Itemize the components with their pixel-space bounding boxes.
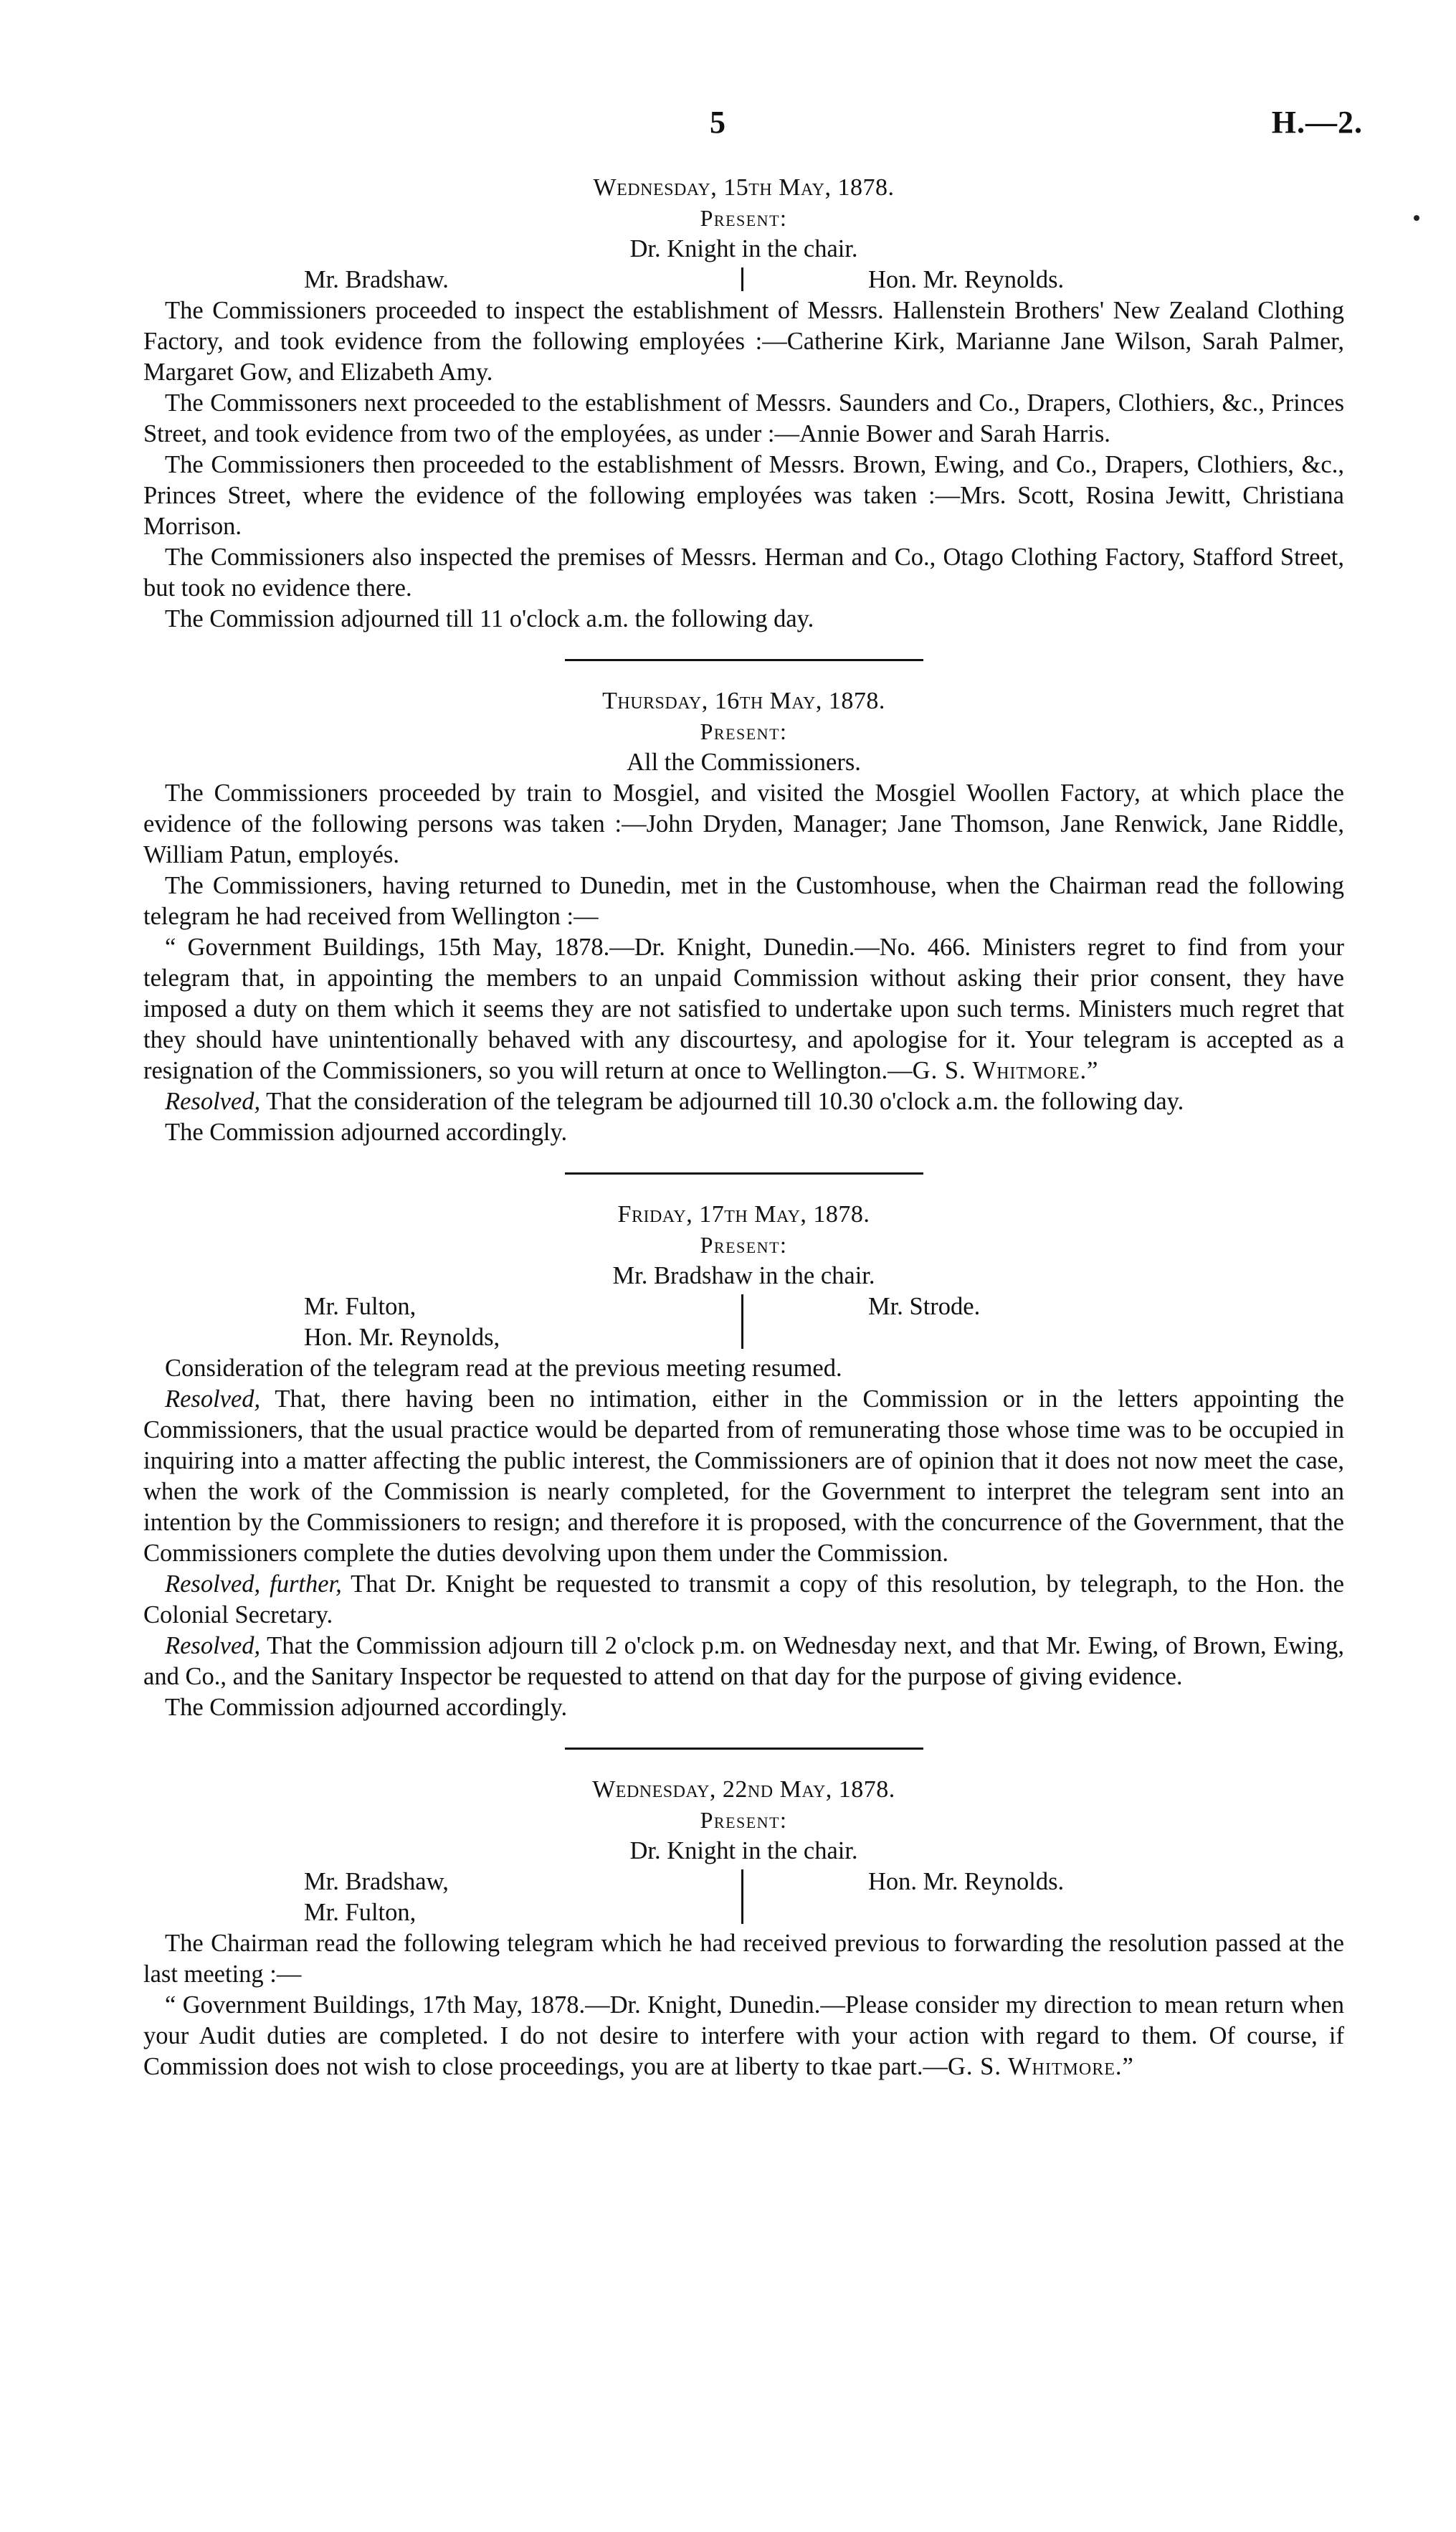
present-label: Present:	[700, 205, 788, 231]
telegram-signature: G. S. Whitmore.”	[948, 2053, 1134, 2080]
paragraph: The Commissioners also inspected the premises of Messrs. Herman and Co., Otago Clothing Factory, Stafford Street, but took no evidence there.	[143, 544, 1344, 602]
resolution-text: That the Commission adjourn till 2 o'clock p.m. on Wednesday next, and that Mr. Ewing, of Brown, Ewing, and Co., and the Sanitary Inspector be requested to attend on that day for the purpose of giving evidence.	[143, 1632, 1344, 1690]
chair-line: Dr. Knight in the chair.	[629, 1837, 858, 1864]
attendees-left	[196, 1867, 741, 1928]
meeting-date: Wednesday, 22nd May, 1878.	[592, 1776, 895, 1803]
attendee: Mr. Fulton,	[304, 1293, 417, 1320]
attendee: Hon. Mr. Reynolds,	[304, 1324, 500, 1351]
paragraph: The Commissioners proceeded by train to Mosgiel, and visited the Mosgiel Woollen Factory, at which place the evidence of the following persons was taken :—John Dryden, Manager; Jane Thomson, Jane Renwick, Jane Riddle, William Patun, employés.	[143, 779, 1344, 868]
chair-line: Dr. Knight in the chair.	[629, 235, 858, 262]
telegram-signature: G. S. Whitmore.”	[912, 1057, 1099, 1084]
meeting-wednesday-22-may	[143, 1774, 1344, 2082]
paragraph: Consideration of the telegram read at the previous meeting resumed.	[165, 1355, 842, 1382]
attendees	[143, 265, 1344, 295]
resolution-text: That, there having been no intimation, either in the Commission or in the letters appointing the Commissioners, that the usual practice would be departed from of remunerating those whose time was to be occupied in inquiring into a matter affecting the public interest, the Commissioners are of opinion that it does not now meet the case, when the work of the Commission is nearly completed, for the Government to interpret the telegram sent into an intention by the Commissioners to resign; and therefore it is proposed, with the concurrence of the Government, that the Commissioners complete the duties devolving upon them under the Commission.	[143, 1385, 1344, 1567]
resolved-label: Resolved,	[165, 1088, 261, 1115]
attendees-divider	[741, 1294, 746, 1349]
resolved-further-label: Resolved, further,	[165, 1570, 342, 1598]
attendees	[143, 1867, 1344, 1928]
resolved-label: Resolved,	[165, 1632, 261, 1659]
section-divider	[565, 659, 923, 661]
present-label: Present:	[700, 1232, 788, 1258]
paragraph: The Commissioners proceeded to inspect the establishment of Messrs. Hallenstein Brothers' New Zealand Clothing Factory, and took evidence from the following employées :—Catherine Kirk, Marianne Jane Wilson, Sarah Palmer, Margaret Gow, and Elizabeth Amy.	[143, 297, 1344, 386]
attendees	[143, 1291, 1344, 1353]
attendees-right	[746, 1867, 1291, 1928]
paragraph: The Commissioners then proceeded to the establishment of Messrs. Brown, Ewing, and Co., Drapers, Clothiers, &c., Princes Street, where the evidence of the following employées was taken :—Mrs. Scott, Rosina Jewitt, Christiana Morrison.	[143, 451, 1344, 540]
resolution	[143, 1569, 1344, 1631]
section-divider	[565, 1748, 923, 1750]
attendees-left	[196, 265, 741, 295]
resolution	[143, 1631, 1344, 1692]
meeting-date: Friday, 17th May, 1878.	[617, 1201, 870, 1228]
paragraph: The Commission adjourned accordingly.	[165, 1694, 568, 1721]
telegram-body: “ Government Buildings, 15th May, 1878.—Dr. Knight, Dunedin.—No. 466. Ministers regret to find from your telegram that, in appointing the members to an unpaid Commission without asking their prior consent, they have imposed a duty on them which it seems they are not satisfied to undertake upon such terms. Ministers much regret that they should have unintentionally behaved with any discourtesy, and apologise for it. Your telegram is accepted as a resignation of the Commissioners, so you will return at once to Wellington.—	[143, 934, 1344, 1084]
attendee: Hon. Mr. Reynolds.	[868, 266, 1065, 293]
present-label: Present:	[700, 719, 788, 744]
resolution-text: That Dr. Knight be requested to transmit a copy of this resolution, by telegraph, to the Hon. the Colonial Secretary.	[143, 1570, 1344, 1628]
paragraph: The Commission adjourned accordingly.	[165, 1119, 568, 1146]
page-header	[0, 90, 1456, 147]
attendees-divider	[741, 1869, 746, 1924]
attendees-left	[196, 1291, 741, 1353]
paragraph: The Chairman read the following telegram which he had received previous to forwarding the resolution passed at the last meeting :—	[143, 1930, 1344, 1988]
attendees-right	[746, 265, 1291, 295]
page-number: 5	[710, 105, 725, 140]
resolution	[143, 1086, 1344, 1117]
attendees-divider	[741, 267, 746, 291]
attendee: Mr. Bradshaw.	[304, 266, 449, 293]
stray-mark	[1414, 215, 1419, 221]
attendee: Mr. Fulton,	[304, 1899, 417, 1926]
telegram-text	[143, 1990, 1344, 2082]
paragraph: The Commission adjourned till 11 o'clock a.m. the following day.	[165, 605, 814, 632]
meeting-date: Thursday, 16th May, 1878.	[602, 688, 885, 714]
present-label: Present:	[700, 1807, 788, 1833]
meeting-wednesday-15-may	[143, 172, 1344, 635]
attendees-right	[746, 1291, 1291, 1353]
attendee: Mr. Bradshaw,	[304, 1868, 449, 1895]
attendance-line: All the Commissioners.	[627, 749, 861, 776]
resolution	[143, 1384, 1344, 1569]
paragraph: The Commissioners, having returned to Dunedin, met in the Customhouse, when the Chairman read the following telegram he had received from Wellington :—	[143, 872, 1344, 930]
telegram-body: “ Government Buildings, 17th May, 1878.—Dr. Knight, Dunedin.—Please consider my direction to mean return when your Audit duties are completed. I do not desire to interfere with your action with regard to them. Of course, if Commission does not wish to close proceedings, you are at liberty to tkae part.—	[143, 1991, 1344, 2080]
meeting-friday-17-may	[143, 1199, 1344, 1723]
attendee: Mr. Strode.	[868, 1293, 981, 1320]
meeting-thursday-16-may	[143, 686, 1344, 1148]
chair-line: Mr. Bradshaw in the chair.	[612, 1262, 875, 1289]
document-body	[143, 172, 1344, 2082]
resolved-label: Resolved,	[165, 1385, 261, 1413]
paragraph: The Commissoners next proceeded to the establishment of Messrs. Saunders and Co., Drapers, Clothiers, &c., Princes Street, and took evidence from two of the employées, as under :—Annie Bower and Sarah Harris.	[143, 389, 1344, 447]
resolution-text: That the consideration of the telegram be adjourned till 10.30 o'clock a.m. the following day.	[266, 1088, 1184, 1115]
telegram-text	[143, 932, 1344, 1086]
section-divider	[565, 1172, 923, 1175]
meeting-date: Wednesday, 15th May, 1878.	[593, 174, 895, 201]
report-code: H.—2.	[1271, 105, 1363, 140]
attendee: Hon. Mr. Reynolds.	[868, 1868, 1065, 1895]
